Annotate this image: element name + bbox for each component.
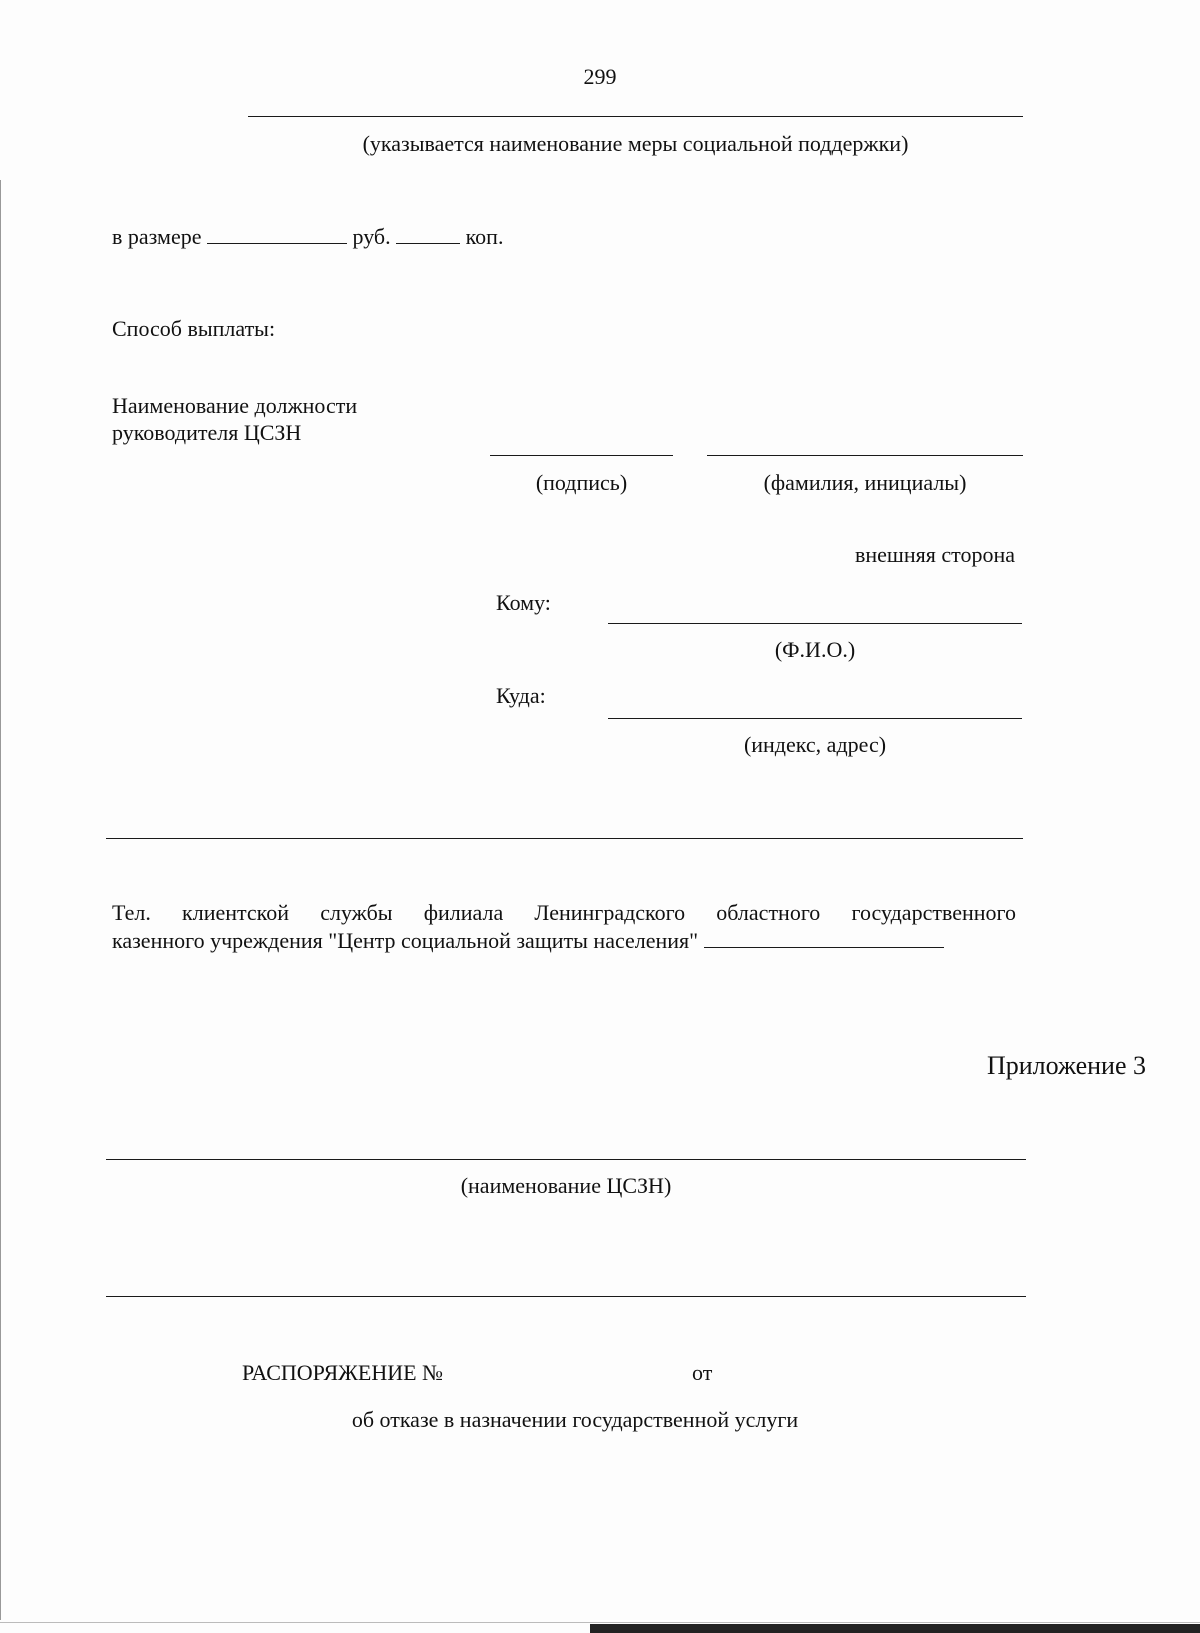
order-from: от: [692, 1360, 713, 1385]
to-line: [608, 623, 1022, 624]
org-caption: (наименование ЦСЗН): [460, 1173, 672, 1198]
kop-label: коп.: [465, 224, 504, 249]
head-position-line2: руководителя ЦСЗН: [112, 420, 302, 445]
rub-blank: [207, 223, 347, 244]
signature-line: [490, 455, 673, 456]
phone-text-line2-row: [112, 927, 944, 954]
order-title: РАСПОРЯЖЕНИЕ №: [242, 1360, 444, 1385]
signature-caption: (подпись): [535, 470, 628, 495]
page-number: 299: [583, 64, 617, 89]
scan-shadow: [590, 1624, 1200, 1633]
measure-caption: (указывается наименование меры социальной поддержки): [362, 131, 909, 156]
scan-edge-bottom: [0, 1622, 1200, 1623]
outer-side-label: внешняя сторона: [854, 542, 1015, 567]
org-name-line: [106, 1159, 1026, 1160]
head-position-line1: Наименование должности: [112, 393, 358, 418]
name-caption: (фамилия, инициалы): [763, 470, 967, 495]
order-subject: об отказе в назначении государственной услуги: [351, 1407, 799, 1432]
phone-text-line2: казенного учреждения "Центр социальной защиты населения": [112, 928, 699, 953]
separator-line: [106, 838, 1023, 839]
to-label: Кому:: [496, 590, 551, 615]
kop-blank: [396, 223, 460, 244]
where-label: Куда:: [496, 683, 546, 708]
scan-edge: [0, 180, 1, 1620]
appendix-title: Приложение 3: [986, 1051, 1146, 1080]
amount-prefix: в размере: [112, 224, 202, 249]
fio-caption: (Ф.И.О.): [774, 637, 856, 662]
phone-blank: [704, 927, 944, 948]
where-line: [608, 718, 1022, 719]
rub-label: руб.: [352, 224, 391, 249]
name-line: [707, 455, 1023, 456]
org-second-line: [106, 1296, 1026, 1297]
address-caption: (индекс, адрес): [743, 732, 887, 757]
amount-row: [112, 223, 503, 250]
measure-name-line: [248, 116, 1023, 117]
payment-method-label: Способ выплаты:: [112, 316, 276, 341]
phone-text-line1: Тел. клиентской службы филиала Ленинградского областного государственного: [112, 900, 1016, 925]
